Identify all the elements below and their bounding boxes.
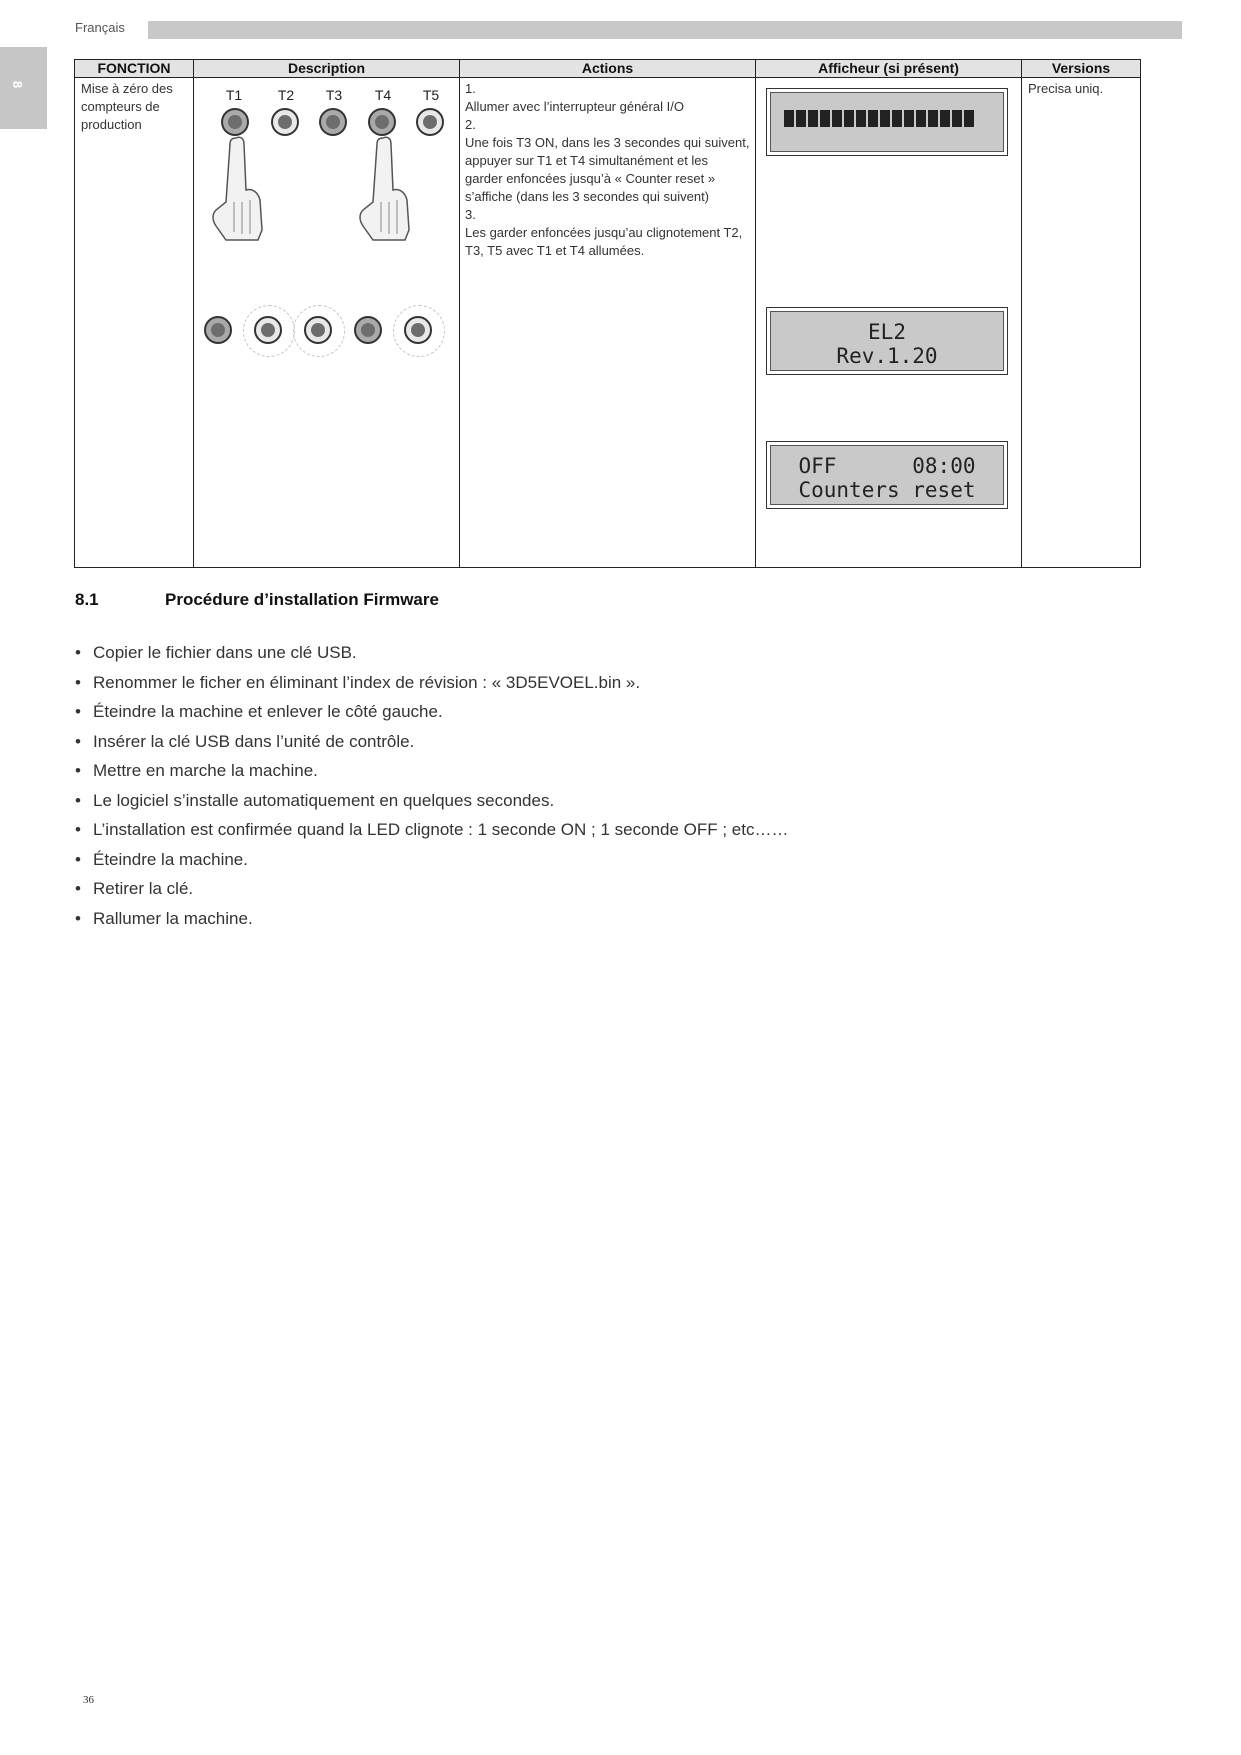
lcd-segment	[808, 110, 818, 127]
chapter-tab	[0, 47, 47, 129]
lcd-segment	[940, 110, 950, 127]
list-item: • Le logiciel s’installe automatiquement en quelques secondes.	[75, 786, 1155, 816]
list-item: • Mettre en marche la machine.	[75, 756, 1155, 786]
page-number: 36	[83, 1694, 94, 1706]
steam-icon	[319, 108, 347, 136]
lcd-segment	[820, 110, 830, 127]
button-label-t5: T5	[422, 87, 440, 103]
language-label: Français	[75, 20, 125, 35]
lcd-segment	[868, 110, 878, 127]
list-item: • Insérer la clé USB dans l’unité de contrôle.	[75, 727, 1155, 757]
list-item: • Éteindre la machine et enlever le côté gauche.	[75, 697, 1155, 727]
table-header-row	[75, 60, 1141, 78]
action-line: garder enfoncées jusqu’à « Counter reset »	[465, 171, 716, 186]
action-line: 2.	[465, 117, 476, 132]
table-row	[75, 78, 1141, 568]
description-cell	[194, 78, 460, 568]
cup-icon	[204, 316, 232, 344]
section-number: 8.1	[75, 590, 99, 609]
cup-icon	[354, 316, 382, 344]
lcd-segment	[832, 110, 842, 127]
fonction-line: compteurs de	[81, 99, 160, 114]
lcd-segment	[844, 110, 854, 127]
two-cups-icon	[254, 316, 282, 344]
button-label-t3: T3	[325, 87, 343, 103]
lcd-line: Counters reset	[798, 478, 976, 502]
button-labels	[216, 86, 456, 104]
list-item: • L’installation est confirmée quand la LED clignote : 1 seconde ON ; 1 seconde OFF ; etc……	[75, 815, 1155, 845]
fonction-cell	[75, 78, 194, 568]
lcd-segment	[856, 110, 866, 127]
action-line: Une fois T3 ON, dans les 3 secondes qui suivent,	[465, 135, 750, 150]
fonction-line: production	[81, 117, 142, 132]
header-versions: Versions	[1022, 60, 1141, 78]
display-cell	[756, 78, 1022, 568]
fonction-line: Mise à zéro des	[81, 81, 173, 96]
lcd-segment	[928, 110, 938, 127]
lcd-segment	[964, 110, 974, 127]
list-item: • Retirer la clé.	[75, 874, 1155, 904]
section-title: Procédure d’installation Firmware	[165, 590, 439, 609]
steam-icon	[304, 316, 332, 344]
action-line: Les garder enfoncées jusqu’au clignotement T2,	[465, 225, 743, 240]
action-line: 3.	[465, 207, 476, 222]
header-fonction: FONCTION	[75, 60, 194, 78]
firmware-steps-list	[75, 638, 1155, 933]
header-actions: Actions	[460, 60, 756, 78]
action-line: s’affiche (dans les 3 secondes qui suivent)	[465, 189, 710, 204]
button-label-t2: T2	[277, 87, 295, 103]
hand-pressing-icon	[204, 130, 274, 242]
header-bar	[148, 21, 1182, 39]
lcd-display-startup	[766, 88, 1008, 156]
action-line: appuyer sur T1 et T4 simultanément et les	[465, 153, 709, 168]
list-item: • Copier le fichier dans une clé USB.	[75, 638, 1155, 668]
lcd-segment	[796, 110, 806, 127]
lcd-segment	[784, 110, 794, 127]
lcd-display-counters-reset	[766, 441, 1008, 509]
lcd-segment	[892, 110, 902, 127]
list-item: • Éteindre la machine.	[75, 845, 1155, 875]
lcd-segment	[880, 110, 890, 127]
action-line: 1.	[465, 81, 476, 96]
lcd-segment	[904, 110, 914, 127]
header-display: Afficheur (si présent)	[756, 60, 1022, 78]
button-label-t4: T4	[374, 87, 392, 103]
button-label-t1: T1	[225, 87, 243, 103]
list-item: • Renommer le ficher en éliminant l’index de révision : « 3D5EVOEL.bin ».	[75, 668, 1155, 698]
hand-pressing-icon	[351, 130, 421, 242]
lcd-segment	[952, 110, 962, 127]
two-cups-icon	[404, 316, 432, 344]
lcd-line: Rev.1.20	[836, 344, 938, 368]
lcd-line: EL2	[868, 320, 906, 344]
list-item: • Rallumer la machine.	[75, 904, 1155, 934]
two-cups-icon	[271, 108, 299, 136]
header-description: Description	[194, 60, 460, 78]
actions-cell	[460, 78, 756, 568]
action-line: T3, T5 avec T1 et T4 allumées.	[465, 243, 645, 258]
lcd-segment	[916, 110, 926, 127]
section-heading	[75, 590, 439, 610]
lcd-display-version	[766, 307, 1008, 375]
function-table	[74, 59, 1141, 568]
versions-cell: Precisa uniq.	[1022, 78, 1141, 568]
action-line: Allumer avec l’interrupteur général I/O	[465, 99, 684, 114]
chapter-number: 8	[10, 80, 26, 89]
lcd-segment-bar	[784, 110, 1003, 127]
lcd-line: OFF 08:00	[798, 454, 976, 478]
